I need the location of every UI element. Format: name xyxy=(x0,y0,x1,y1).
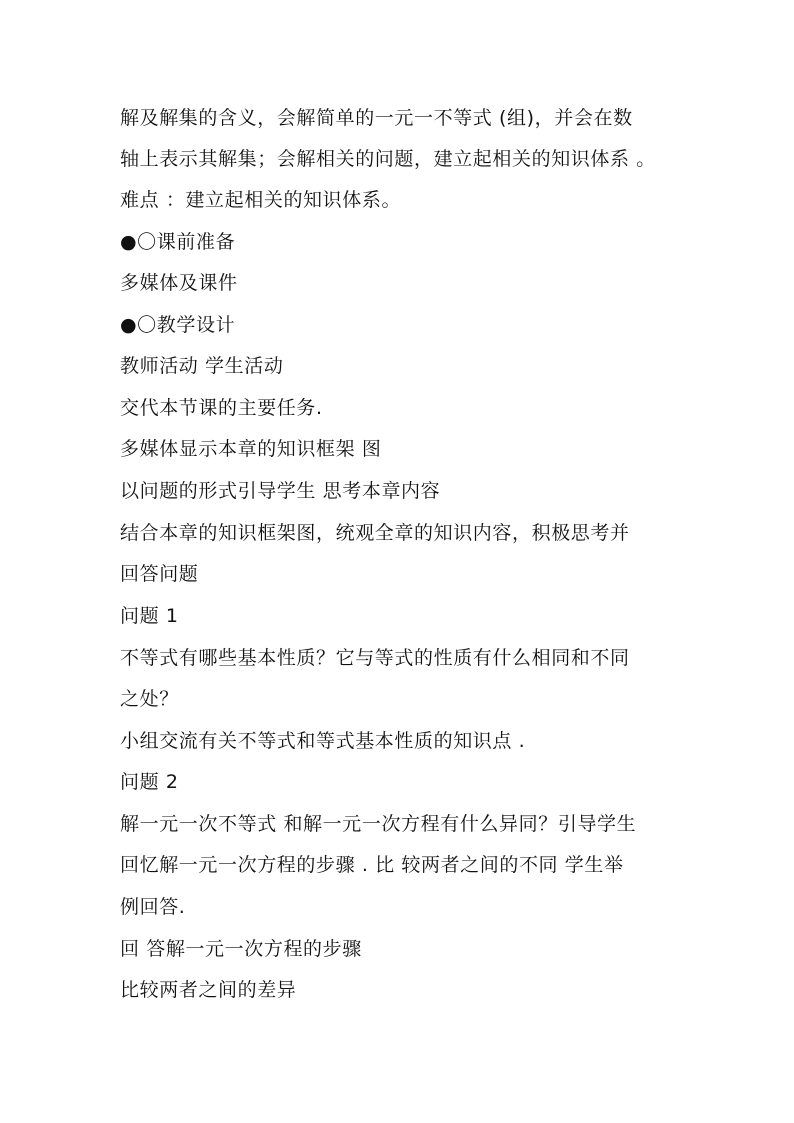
question-1-heading: 问题 1 xyxy=(120,605,179,627)
question-2-heading: 问题 2 xyxy=(120,771,179,793)
text-line-8: 交代本节课的主要任务. xyxy=(120,397,323,419)
section-heading-preparation: ●〇课前准备 xyxy=(120,231,236,253)
text-line-21: 回 答解一元一次方程的步骤 xyxy=(120,938,362,960)
text-line-10: 以问题的形式引导学生 思考本章内容 xyxy=(120,480,441,502)
text-line-12: 回答问题 xyxy=(120,563,199,585)
text-line-15: 之处？ xyxy=(120,688,179,710)
section-heading-design: ●〇教学设计 xyxy=(120,314,236,336)
text-line-19: 回忆解一元一次方程的步骤 . 比 较两者之间的不同 学生举 xyxy=(120,854,624,876)
text-line-16: 小组交流有关不等式和等式基本性质的知识点 . xyxy=(120,730,526,752)
text-line-5: 多媒体及课件 xyxy=(120,272,238,294)
text-line-1: 解及解集的含义，会解简单的一元一不等式 (组)，并会在数 xyxy=(120,107,633,129)
text-line-3: 难点 ：建立起相关的知识体系。 xyxy=(120,189,402,211)
text-line-14: 不等式有哪些基本性质？它与等式的性质有什么相同和不同 xyxy=(120,647,630,669)
text-line-20: 例回答. xyxy=(120,896,186,918)
text-line-9: 多媒体显示本章的知识框架 图 xyxy=(120,438,382,460)
text-line-11: 结合本章的知识框架图，统观全章的知识内容，积极思考并 xyxy=(120,522,630,544)
text-line-2: 轴上表示其解集；会解相关的问题，建立起相关的知识体系 。 xyxy=(120,148,656,170)
text-line-22: 比较两者之间的差异 xyxy=(120,979,297,1001)
text-line-18: 解一元一次不等式 和解一元一次方程有什么异同？引导学生 xyxy=(120,813,637,835)
text-line-7: 教师活动 学生活动 xyxy=(120,355,284,377)
